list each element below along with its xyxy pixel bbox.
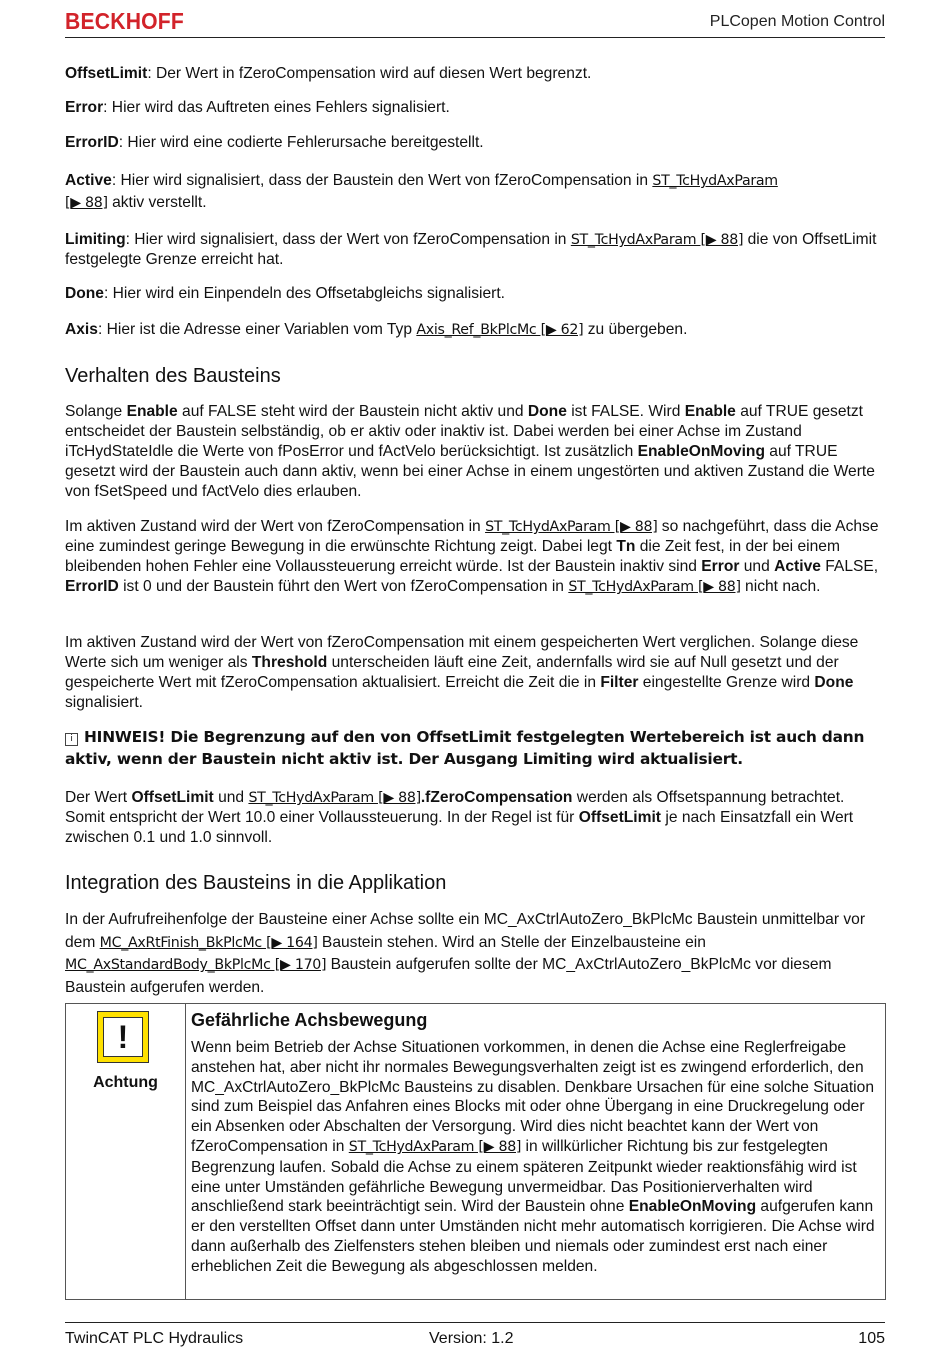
param-error: Error: Hier wird das Auftreten eines Fehlers signalisiert. [65,99,450,116]
footer-version: Version: 1.2 [429,1330,514,1347]
param-axis: Axis: Hier ist die Adresse einer Variablen vom Typ Axis_Ref_BkPlcMc [▶ 62] zu übergeben. [65,321,688,338]
heading-integration: Integration des Bausteins in die Applikation [65,872,447,894]
warning-box [65,1003,886,1300]
page-footer [65,1322,885,1357]
link-mc-axstandardbody[interactable]: MC_AxStandardBody_BkPlcMc [▶ 170] [65,957,327,973]
paragraph-verhalten-4: Der Wert OffsetLimit und ST_TcHydAxParam [▶ 88].fZeroCompensation werden als Offsetspannung betrachtet. Somit entspricht der Wert 10.0 einer Vollaussteuerung. In der Regel ist für OffsetLimit je nach Einsatzfall ein Wert zwischen 0.1 und 1.0 sinnvoll. [65,789,854,846]
link-st-tchydaxparam[interactable]: ST_TcHydAxParam [652,173,778,189]
footer-page-number: 105 [858,1330,885,1347]
link-axis-ref[interactable]: Axis_Ref_BkPlcMc [▶ 62] [416,322,584,338]
link-st-tchydaxparam[interactable]: ST_TcHydAxParam [▶ 88] [570,232,744,248]
link-ref[interactable]: [▶ 88] [65,195,108,211]
param-active: Active: Hier wird signalisiert, dass der Baustein den Wert von fZeroCompensation in ST_TcHydAxParam [▶ 88] aktiv verstellt. [65,172,778,211]
warning-text: Wenn beim Betrieb der Achse Situationen vorkommen, in denen die Achse eine Reglerfreigabe anstehen hat, aber nicht ihr normales Bewegungsverhalten zeigt ist es zwingend erforderlich, den MC_AxCtrlAutoZero_BkPlcMc Bausteins zu disablen. Denkbare Ursachen für eine solche Situation sind zum Beispiel das Anfahren eines Blocks mit oder ohne Übergang in eine Druckregelung oder ein Absenken oder Abschalten der Versorgung. Wird dies nicht beachtet kann der Wert von fZeroCompensation in ST_TcHydAxParam [▶ 88] in willkürlicher Richtung bis zur festgelegten Begrenzung laufen. Sobald die Achse zu einem späteren Zeitpunkt wieder reaktionsfähig wird ist eine unter Umständen gefährliche Bewegung unvermeidbar. Das Positionierverhalten wird anschließend stark beeinträchtigt sein. Wird der Baustein ohne EnableOnMoving aufgerufen kann er den verstellten Offset dann unter Umständen nicht mehr automatisch korrigieren. Die Achse wird dann außerhalb des Zielfensters stehen bleiben und niemals oder zumindest erst nach einer erheblichen Zeit die Bewegung als abgeschlossen melden. [191,1039,875,1275]
page-header [65,6,885,38]
link-st-tchydaxparam[interactable]: ST_TcHydAxParam [▶ 88] [568,579,741,595]
warning-label: Achtung [93,1074,158,1091]
param-done: Done: Hier wird ein Einpendeln des Offsetabgleichs signalisiert. [65,285,506,302]
beckhoff-logo: BECKHOFF [65,8,185,34]
warning-icon: ! [97,1011,149,1063]
info-icon: i [65,733,78,746]
warning-sidebar [66,1004,186,1299]
warning-body [191,1008,881,1277]
footer-product: TwinCAT PLC Hydraulics [65,1330,244,1347]
header-title: PLCopen Motion Control [709,13,885,30]
paragraph-verhalten-3: Im aktiven Zustand wird der Wert von fZeroCompensation mit einem gespeicherten Wert verglichen. Solange diese Werte sich um weniger als Threshold unterscheiden läuft eine Zeit, andernfalls wird sie auf Null gesetzt und der gespeicherte Wert mit fZeroCompensation aktualisiert. Erreicht die Zeit die in Filter eingestellte Grenze wird Done signalisiert. [65,634,859,711]
hinweis-note: i HINWEIS! Die Begrenzung auf den von OffsetLimit festgelegten Wertebereich ist auch dann aktiv, wenn der Baustein nicht aktiv ist. Der Ausgang Limiting wird aktualisiert. [65,728,865,768]
param-errorid: ErrorID: Hier wird eine codierte Fehlerursache bereitgestellt. [65,134,484,151]
paragraph-integration: In der Aufrufreihenfolge der Bausteine einer Achse sollte ein MC_AxCtrlAutoZero_BkPlcMc Baustein unmittelbar vor dem MC_AxRtFinish_BkPlcMc [▶ 164] Baustein stehen. Wird an Stelle der Einzelbausteine ein MC_AxStandardBody_BkPlcMc [▶ 170] Baustein aufgerufen sollte der MC_AxCtrlAutoZero_BkPlcMc vor diesem Baustein aufgerufen werden. [65,911,866,996]
link-st-tchydaxparam[interactable]: ST_TcHydAxParam [▶ 88] [348,1138,522,1155]
param-offsetlimit: OffsetLimit: Der Wert in fZeroCompensation wird auf diesen Wert begrenzt. [65,65,592,82]
link-st-tchydaxparam[interactable]: ST_TcHydAxParam [▶ 88] [248,790,421,806]
warning-title: Gefährliche Achsbewegung [191,1010,428,1030]
paragraph-verhalten-2: Im aktiven Zustand wird der Wert von fZeroCompensation in ST_TcHydAxParam [▶ 88] so nachgeführt, dass die Achse eine zumindest geringe Bewegung in die erwünschte Richtung zeigt. Dabei legt Tn die Zeit fest, in der bei einem bleibenden hohen Fehler eine Vollaussteuerung erreicht würde. Ist der Baustein inaktiv sind Error und Active FALSE, ErrorID ist 0 und der Baustein führt den Wert von fZeroCompensation in ST_TcHydAxParam [▶ 88] nicht nach. [65,518,879,595]
link-st-tchydaxparam[interactable]: ST_TcHydAxParam [▶ 88] [485,519,658,535]
paragraph-verhalten-1: Solange Enable auf FALSE steht wird der Baustein nicht aktiv und Done ist FALSE. Wird Enable auf TRUE gesetzt entscheidet der Baustein selbständig, ob er aktiv oder inaktiv ist. Dabei werden bei einer Achse im Zustand iTcHydStateIdle die Werte von fPosError und fActVelo berücksichtigt. Ist zusätzlich EnableOnMoving auf TRUE gesetzt wird der Baustein auch dann aktiv, wenn bei einer Achse in einem ungestörten und aktiven Zustand die Werte von fSetSpeed und fActVelo dies erlauben. [65,403,875,500]
link-mc-axrtfinish[interactable]: MC_AxRtFinish_BkPlcMc [▶ 164] [99,934,318,951]
heading-verhalten: Verhalten des Bausteins [65,365,281,387]
param-limiting: Limiting: Hier wird signalisiert, dass der Wert von fZeroCompensation in ST_TcHydAxParam [▶ 88] die von OffsetLimit festgelegte Grenze erreicht hat. [65,231,877,268]
